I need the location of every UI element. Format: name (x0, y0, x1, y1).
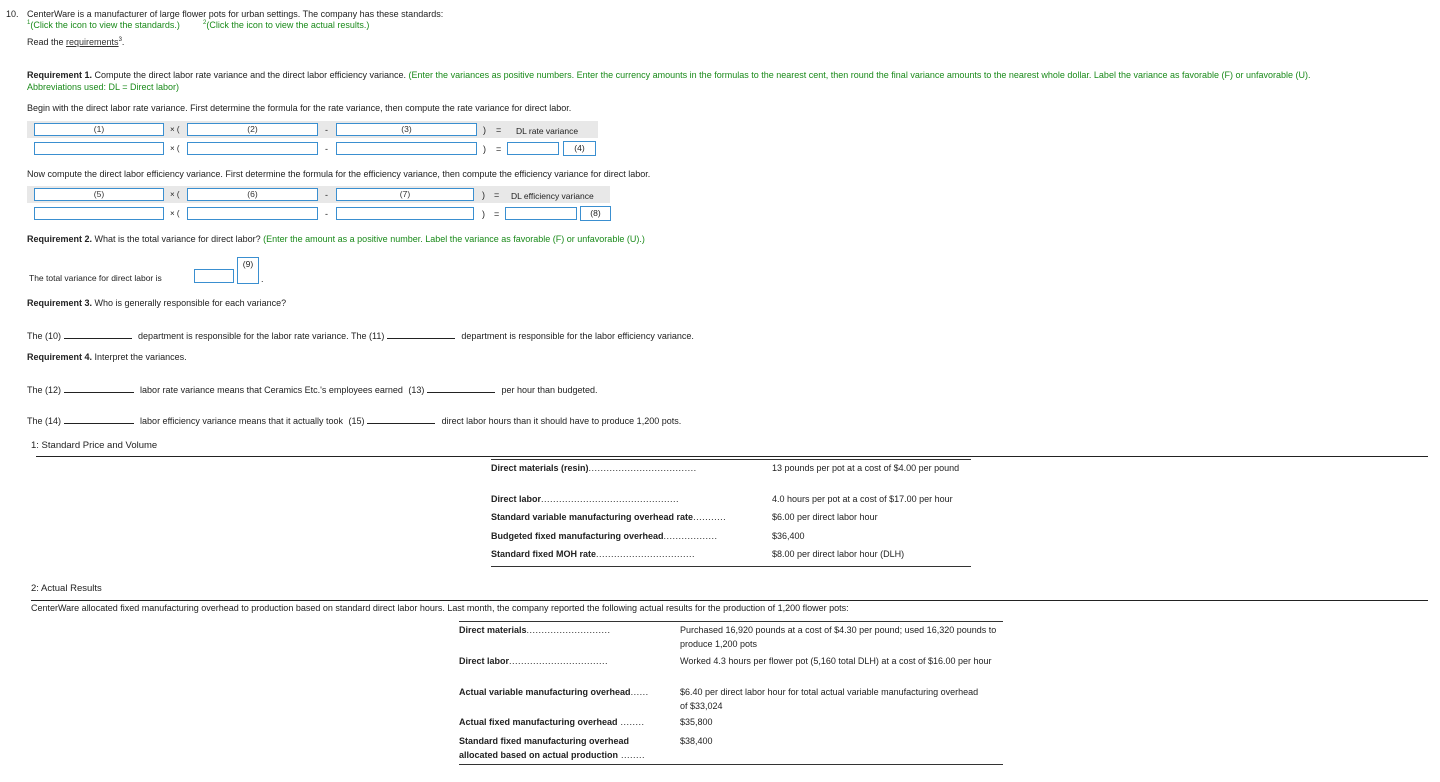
total-variance-text: The total variance for direct labor is (29, 273, 162, 283)
req1-abbrev: Abbreviations used: DL = Direct labor) (27, 82, 179, 92)
actual-title: 2: Actual Results (31, 583, 102, 594)
req4-sentence-a: The (12) labor rate variance means that Ceramics Etc.'s employees earned (13) per hour than budgeted. (27, 385, 598, 395)
actual-intro: CenterWare allocated fixed manufacturing overhead to production based on standard direct labor hours. Last month, the company reported the following actual results for the production of 1,200 flower pots: (31, 603, 849, 613)
eff-intro: Now compute the direct labor efficiency variance. First determine the formula for the efficiency variance, then compute the efficiency variance for direct labor. (27, 169, 651, 179)
label-7: (7) (399, 189, 411, 199)
req2-heading: Requirement 2. What is the total variance for direct labor? (Enter the amount as a positive number. Label the variance as favorable (F) or unfavorable (U).) (27, 234, 645, 244)
actual-divider (31, 600, 1428, 601)
eff-value-6[interactable] (187, 207, 318, 220)
close-paren: ) (483, 144, 486, 154)
rate-variance-fu-select[interactable]: (4) (563, 141, 596, 156)
req1-heading: Requirement 1. Compute the direct labor rate variance and the direct labor efficiency variance. (Enter the variances as positive numbers. Enter the currency amounts in the formulas to the nearest cent, then round the final variance amounts to the nearest whole dollar. Label the variance as favorable (F) or unfavorable (U). (27, 70, 1311, 80)
label-2: (2) (247, 124, 258, 134)
dl-rate-variance-label: DL rate variance (516, 126, 579, 136)
minus-op: - (325, 209, 328, 219)
standards-link[interactable]: $^1$(Click the icon to view the standards.) (27, 20, 180, 30)
standards-table-bottom (491, 566, 971, 567)
standards-divider (36, 456, 1428, 457)
minus-op: - (325, 144, 328, 154)
eff-formula-7[interactable] (336, 188, 474, 201)
requirements-link[interactable]: requirements (66, 37, 119, 47)
actual-table-top (459, 621, 1003, 622)
actual-row-var-moh: Actual variable manufacturing overhead...... $6.40 per direct labor hour for total actual variable manufacturing overhead of $33,024 (459, 687, 979, 711)
read-requirements: Read the requirements$^3$. (27, 37, 125, 47)
equals-op: = (494, 209, 500, 219)
req3-sentence: The (10) department is responsible for the labor rate variance. The (11) department is responsible for the labor efficiency variance. (27, 331, 694, 341)
rate-value-1[interactable] (34, 142, 164, 155)
close-paren: ) (483, 125, 486, 135)
dropdown-15[interactable] (367, 415, 435, 424)
rate-value-3[interactable] (336, 142, 477, 155)
question-intro: CenterWare is a manufacturer of large flower pots for urban settings. The company has these standards: (27, 9, 444, 19)
eff-variance-fu-select[interactable]: (8) (580, 206, 611, 221)
rate-intro: Begin with the direct labor rate variance. First determine the formula for the rate variance, then compute the rate variance for direct labor. (27, 103, 572, 113)
standards-table-top (491, 459, 971, 460)
times-op: × ( (170, 125, 180, 134)
eff-value-5[interactable] (34, 207, 164, 220)
dropdown-14[interactable] (64, 415, 134, 424)
equals-op: = (496, 144, 502, 154)
total-variance-fu-select[interactable] (237, 257, 259, 284)
total-variance-amount[interactable] (194, 269, 234, 283)
eff-formula-5[interactable] (34, 188, 164, 201)
rate-value-2[interactable] (187, 142, 318, 155)
rate-formula-1[interactable] (34, 123, 164, 136)
times-op: × ( (170, 190, 180, 199)
times-op: × ( (170, 144, 180, 153)
standards-title: 1: Standard Price and Volume (31, 440, 158, 451)
dropdown-13[interactable] (427, 384, 495, 393)
rate-formula-2[interactable] (187, 123, 318, 136)
actual-row-materials: Direct materials............................ Purchased 16,920 pounds at a cost of $4.30 per pound; used 16,320 pounds to produce 1,200 pots (459, 625, 997, 649)
label-6: (6) (247, 189, 258, 199)
times-op: × ( (170, 209, 180, 218)
standards-row-materials: Direct materials (resin).................................... 13 pounds per pot at a cost of $4.00 per pound (491, 463, 960, 473)
req4-sentence-b: The (14) labor efficiency variance means that it actually took (15) direct labor hours than it should have to produce 1,200 pots. (27, 416, 682, 426)
rate-variance-amount[interactable] (507, 142, 559, 155)
minus-op: - (325, 190, 328, 200)
eff-formula-6[interactable] (187, 188, 318, 201)
period: . (261, 274, 264, 284)
dropdown-10[interactable] (64, 330, 132, 339)
actual-row-std-fixed-moh: Standard fixed manufacturing overhead allocated based on actual production ........ $38,400 (459, 736, 713, 760)
eff-value-7[interactable] (336, 207, 474, 220)
req4-heading: Requirement 4. Interpret the variances. (27, 352, 187, 362)
dropdown-11[interactable] (387, 330, 455, 339)
rate-formula-3[interactable] (336, 123, 477, 136)
dropdown-12[interactable] (64, 384, 134, 393)
close-paren: ) (482, 190, 485, 200)
minus-op: - (325, 125, 328, 135)
dl-efficiency-variance-label: DL efficiency variance (511, 191, 594, 201)
question-number: 10. (6, 9, 19, 19)
actual-row-labor: Direct labor................................. Worked 4.3 hours per flower pot (5,160 total DLH) at a cost of $16.00 per hour (459, 656, 992, 666)
close-paren: ) (482, 209, 485, 219)
label-1: (1) (93, 124, 105, 134)
label-3: (3) (401, 124, 412, 134)
actual-results-link[interactable]: $^2$(Click the icon to view the actual results.) (203, 20, 370, 30)
actual-table-bottom (459, 764, 1003, 765)
label-9: (9) (242, 259, 254, 269)
req3-heading: Requirement 3. Who is generally responsible for each variance? (27, 298, 287, 308)
label-5: (5) (93, 189, 105, 199)
eff-variance-amount[interactable] (505, 207, 577, 220)
equals-op: = (496, 125, 502, 135)
equals-op: = (494, 190, 500, 200)
